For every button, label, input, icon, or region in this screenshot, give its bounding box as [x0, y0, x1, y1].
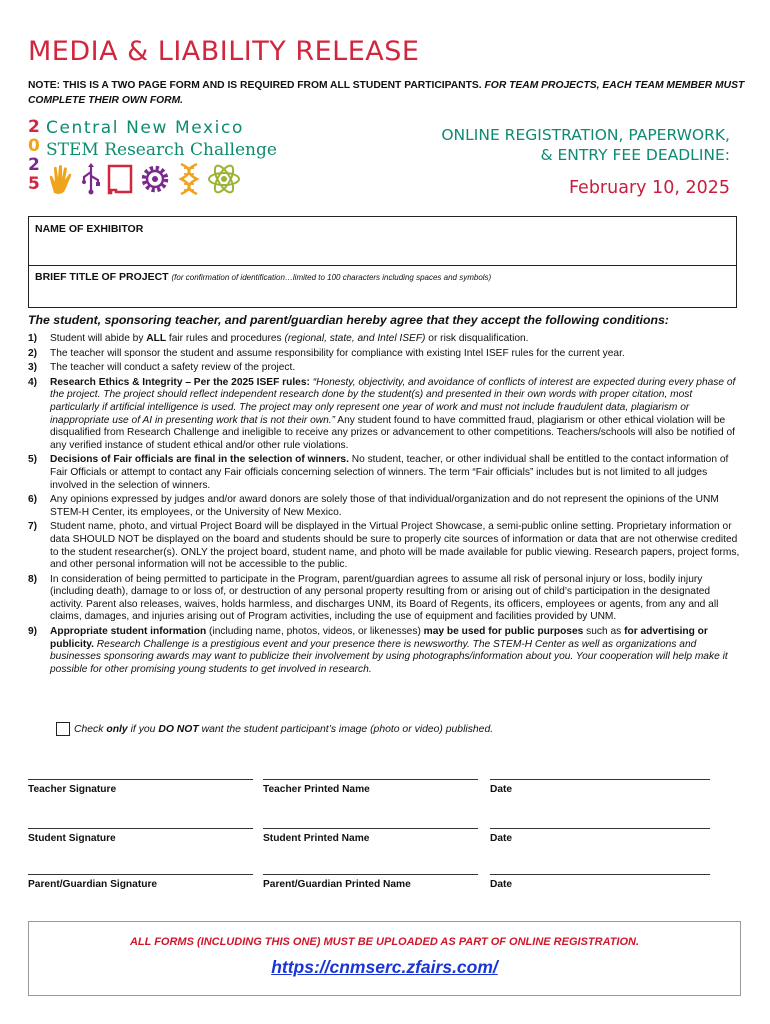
upload-note: ALL FORMS (INCLUDING THIS ONE) MUST BE UPLOADED AS PART OF ONLINE REGISTRATION. — [129, 936, 640, 948]
form-note — [28, 78, 748, 108]
item-text: Any opinions expressed by judges and/or award donors are solely those of that individual/organization and do not represent the opinions of the UNM STEM-H Center, its employees, or the University of New Mexico. — [50, 494, 719, 518]
year-digit: 0 — [28, 136, 40, 156]
list-item — [28, 454, 743, 492]
list-item — [28, 377, 743, 453]
item-text: No student, teacher, or other individual shall be entitled to the contact information of Fair Officials or attempt to contact any Fair officials concerning selection of winners. The term “Fair officials” includes but is not limited to all judges involved in the selection of winners. — [50, 454, 729, 491]
year-digit: 2 — [28, 155, 40, 175]
atom-icon — [206, 162, 242, 196]
project-label: BRIEF TITLE OF PROJECT — [35, 271, 169, 283]
item-text: fair rules and procedures — [166, 333, 285, 344]
item-text: Student name, photo, and virtual Project Board will be displayed in the Virtual Project Showcase, a semi-public online setting. Proprietary information or data SHOULD NOT be displayed on the board and students should be sure to properly cite sources of information or data that are not otherwise credited to the student researcher(s). ONLY the project board, student name, and photo will be made available for public viewing. Research papers, project forms, and other personal information will not be accessible to the public. — [50, 521, 740, 571]
dna-icon — [176, 162, 202, 196]
item-number: 6) — [28, 494, 38, 506]
item-italic: Research Challenge is a prestigious event and your presence there is newsworthy. The STEM-H Center as well as organizations and businesses sponsoring awards may want to publicize their involvement by using photographs/information about you. Your cooperation will help make it possible for other promising young students to get involved in research. — [50, 638, 728, 675]
list-item — [28, 362, 743, 375]
hand-icon — [46, 163, 76, 195]
parent-printed-name-field[interactable]: Parent/Guardian Printed Name — [263, 874, 478, 890]
note-italic: FOR TEAM PROJECTS, EACH TEAM MEMBER MUST COMPLETE THEIR OWN FORM. — [28, 80, 745, 106]
item-text: or risk disqualification. — [425, 333, 529, 344]
list-item — [28, 521, 743, 571]
item-bold: for advertising or publicity. — [50, 626, 708, 650]
item-italic: (regional, state, and Intel ISEF) — [284, 333, 426, 344]
image-optout-checkbox[interactable] — [56, 722, 70, 736]
student-printed-name-field[interactable]: Student Printed Name — [263, 828, 478, 844]
exhibitor-label: NAME OF EXHIBITOR — [35, 223, 144, 235]
item-text: (including name, photos, videos, or likenesses) — [206, 626, 424, 638]
student-signature-field[interactable]: Student Signature — [28, 828, 253, 844]
logo-year — [28, 118, 44, 194]
item-bold: ALL — [146, 333, 167, 344]
item-text: Any student found to have committed fraud, plagiarism or other ethical violation will be disqualified from Research Challenge and ineligible to receive any prizes or advancement to other competitions. Teachers/schools will also be notified of any verified instance of student ethical and/or other rule violations. — [50, 414, 736, 451]
optout-part: only — [106, 723, 128, 735]
optout-part: DO NOT — [158, 723, 199, 735]
optout-text — [74, 724, 493, 735]
deadline-line1: ONLINE REGISTRATION, PAPERWORK, — [441, 126, 730, 144]
student-date-field[interactable]: Date — [490, 828, 710, 844]
optout-part: Check — [74, 723, 107, 735]
list-item — [28, 574, 743, 624]
item-number: 4) — [28, 376, 38, 388]
item-text: In consideration of being permitted to participate in the Program, parent/guardian agrees to assume all risk of personal injury or loss, bodily injury (including death), damage to or loss of, or destruction of any personal property resulting from or arising out of child’s participation in the designated activity. Parent also releases, waives, holds harmless, and discharges UNM, its Board of Regents, its officers, employees or agents, from any and all claims, damages, and injuries arising out of Program activities, including the use of equipment and facilities provided by UNM. — [50, 573, 719, 623]
exhibitor-name-field[interactable] — [29, 217, 736, 266]
list-item — [28, 333, 743, 346]
project-hint: (for confirmation of identification…limited to 100 characters including spaces and symbols) — [171, 273, 492, 282]
item-number: 3) — [28, 362, 38, 374]
optout-part: if you — [127, 723, 159, 735]
event-logo — [28, 118, 278, 200]
item-bold: may be used for public purposes — [423, 626, 584, 638]
note-bold: NOTE: THIS IS A TWO PAGE FORM AND IS REQUIRED FROM ALL STUDENT PARTICIPANTS. — [28, 80, 482, 91]
year-digit: 2 — [28, 117, 40, 137]
project-info-box — [28, 216, 737, 308]
teacher-date-field[interactable]: Date — [490, 779, 710, 795]
item-number: 5) — [28, 454, 38, 466]
list-item — [28, 348, 743, 361]
deadline-heading — [441, 125, 730, 165]
item-italic: “Honesty, objectivity, and avoidance of conflicts of interest are expected during every phase of the project. The project should reflect independent research done by the student(s) and presented in their own words with proper citation, most particularly if artificial intelligence is used. The project may only represent one year of work and must not include fraudulent data, plagiarism or inappropriate use of AI in presenting work that is not their own.” — [50, 376, 736, 426]
item-number: 2) — [28, 347, 38, 359]
item-text: Student will abide by — [50, 333, 147, 344]
logo-icons — [46, 162, 242, 196]
item-number: 7) — [28, 521, 38, 533]
conditions-heading: The student, sponsoring teacher, and parent/guardian hereby agree that they accept the following conditions: — [28, 313, 669, 327]
item-number: 9) — [28, 626, 38, 638]
teacher-signature-row — [28, 779, 712, 799]
parent-signature-field[interactable]: Parent/Guardian Signature — [28, 874, 253, 890]
parent-date-field[interactable]: Date — [490, 874, 710, 890]
upload-notice — [28, 921, 741, 996]
new-mexico-icon — [106, 163, 134, 195]
project-title-field[interactable] — [29, 266, 736, 288]
logo-line1: Central New Mexico — [46, 118, 244, 138]
item-text: such as — [583, 626, 625, 638]
conditions-list — [28, 333, 743, 678]
list-item — [28, 494, 743, 519]
item-bold: Research Ethics & Integrity – Per the 2025 ISEF rules: — [50, 376, 310, 388]
logo-line2: STEM Research Challenge — [46, 140, 277, 160]
teacher-printed-name-field[interactable]: Teacher Printed Name — [263, 779, 478, 795]
gear-icon — [138, 162, 172, 196]
item-number: 8) — [28, 573, 38, 585]
item-text: The teacher will conduct a safety review of the project. — [50, 362, 296, 374]
item-text: The teacher will sponsor the student and assume responsibility for compliance with existing Intel ISEF rules for the current year. — [50, 347, 625, 359]
usb-icon — [80, 163, 102, 195]
page-title: MEDIA & LIABILITY RELEASE — [28, 36, 420, 67]
item-bold: Decisions of Fair officials are final in the selection of winners. — [50, 454, 349, 466]
deadline-date: February 10, 2025 — [568, 178, 730, 198]
parent-signature-row — [28, 874, 712, 894]
year-digit: 5 — [28, 174, 40, 194]
registration-link[interactable]: https://cnmserc.zfairs.com/ — [271, 957, 498, 977]
student-signature-row — [28, 828, 712, 848]
item-bold: Appropriate student information — [50, 626, 207, 638]
item-number: 1) — [28, 333, 38, 344]
image-optout-row — [56, 722, 493, 736]
list-item — [28, 626, 743, 676]
teacher-signature-field[interactable]: Teacher Signature — [28, 779, 253, 795]
optout-part: want the student participant’s image (photo or video) published. — [198, 723, 494, 735]
deadline-line2: & ENTRY FEE DEADLINE: — [540, 146, 730, 164]
